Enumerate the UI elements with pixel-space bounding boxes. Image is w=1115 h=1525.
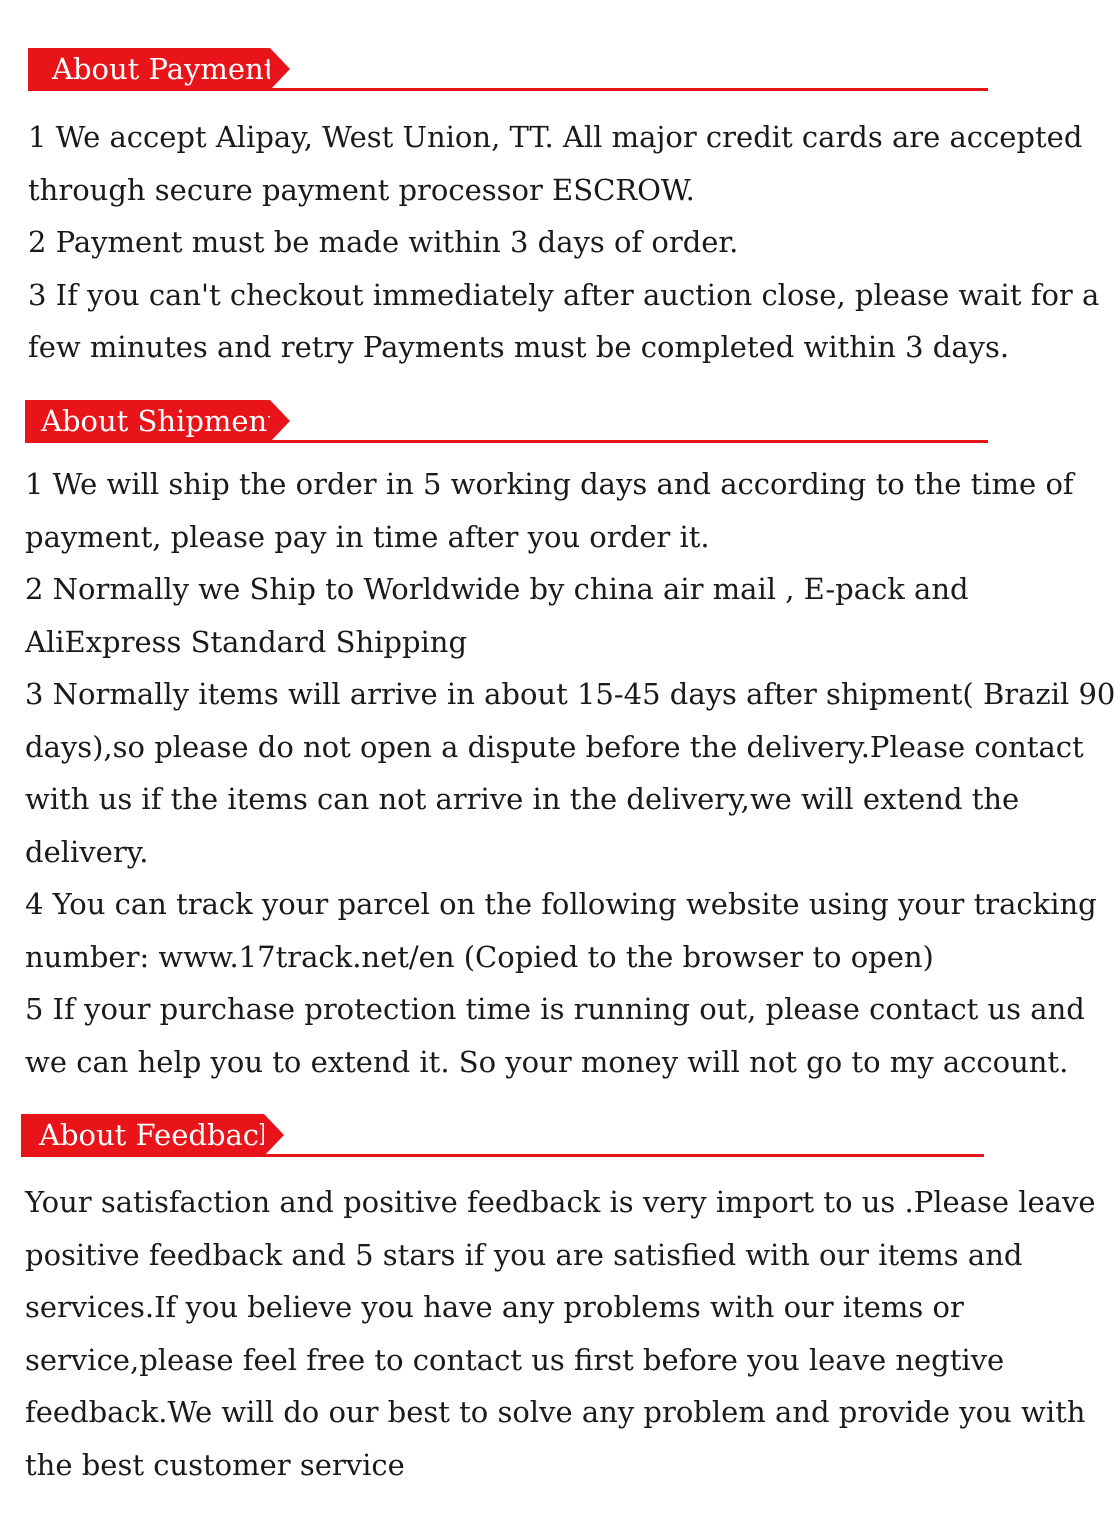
shipment-line: 3 Normally items will arrive in about 15-45 days after shipment( Brazil 90 (25, 677, 1115, 711)
shipment-line: 1 We will ship the order in 5 working days and according to the time of (25, 467, 1074, 501)
feedback-title: About Feedback (21, 1114, 264, 1156)
shipment-line: delivery. (25, 834, 149, 869)
shipment-line: with us if the items can not arrive in the delivery,we will extend the (25, 782, 1020, 816)
shipment-line: 5 If your purchase protection time is running out, please contact us and (25, 992, 1085, 1026)
shipment-line: we can help you to extend it. So your money will not go to my account. (25, 1044, 1069, 1079)
payment-section (0, 48, 1100, 364)
feedback-text (25, 1176, 1096, 1491)
feedback-line: Your satisfaction and positive feedback is very import to us .Please leave (25, 1185, 1096, 1219)
feedback-line: positive feedback and 5 stars if you are satisfied with our items and (25, 1237, 1023, 1272)
feedback-section (0, 1114, 1096, 1482)
payment-text (28, 111, 1099, 374)
shipment-line: days),so please do not open a dispute before the delivery.Please contact (25, 729, 1084, 764)
feedback-line: service,please feel free to contact us first before you leave negtive (25, 1342, 1005, 1377)
payment-line: 2 Payment must be made within 3 days of order. (28, 225, 739, 259)
shipment-header (0, 400, 1000, 450)
shipment-section (0, 400, 1115, 1079)
shipment-line: 4 You can track your parcel on the following website using your tracking (25, 887, 1097, 921)
feedback-line: the best customer service (25, 1447, 405, 1482)
shipment-title: About Shipment (25, 400, 270, 442)
payment-header (0, 48, 1000, 98)
payment-line: few minutes and retry Payments must be completed within 3 days. (28, 330, 1010, 364)
shipment-divider (25, 440, 988, 443)
feedback-header (0, 1114, 1000, 1164)
shipment-text (25, 458, 1115, 1088)
payment-title: About Payment (28, 48, 270, 90)
shipment-line: number: www.17track.net/en (Copied to the browser to open) (25, 939, 934, 974)
feedback-divider (21, 1154, 984, 1157)
shipment-line: payment, please pay in time after you order it. (25, 519, 710, 554)
feedback-line: services.If you believe you have any problems with our items or (25, 1290, 964, 1324)
payment-line: 3 If you can't checkout immediately after auction close, please wait for a (28, 277, 1100, 312)
payment-divider (28, 88, 988, 91)
payment-line: through secure payment processor ESCROW. (28, 172, 695, 207)
payment-line: 1 We accept Alipay, West Union, TT. All major credit cards are accepted (28, 120, 1083, 154)
feedback-line: feedback.We will do our best to solve any problem and provide you with (25, 1395, 1086, 1429)
shipment-line: 2 Normally we Ship to Worldwide by china air mail , E-pack and (25, 572, 969, 606)
shipment-line: AliExpress Standard Shipping (25, 624, 468, 659)
